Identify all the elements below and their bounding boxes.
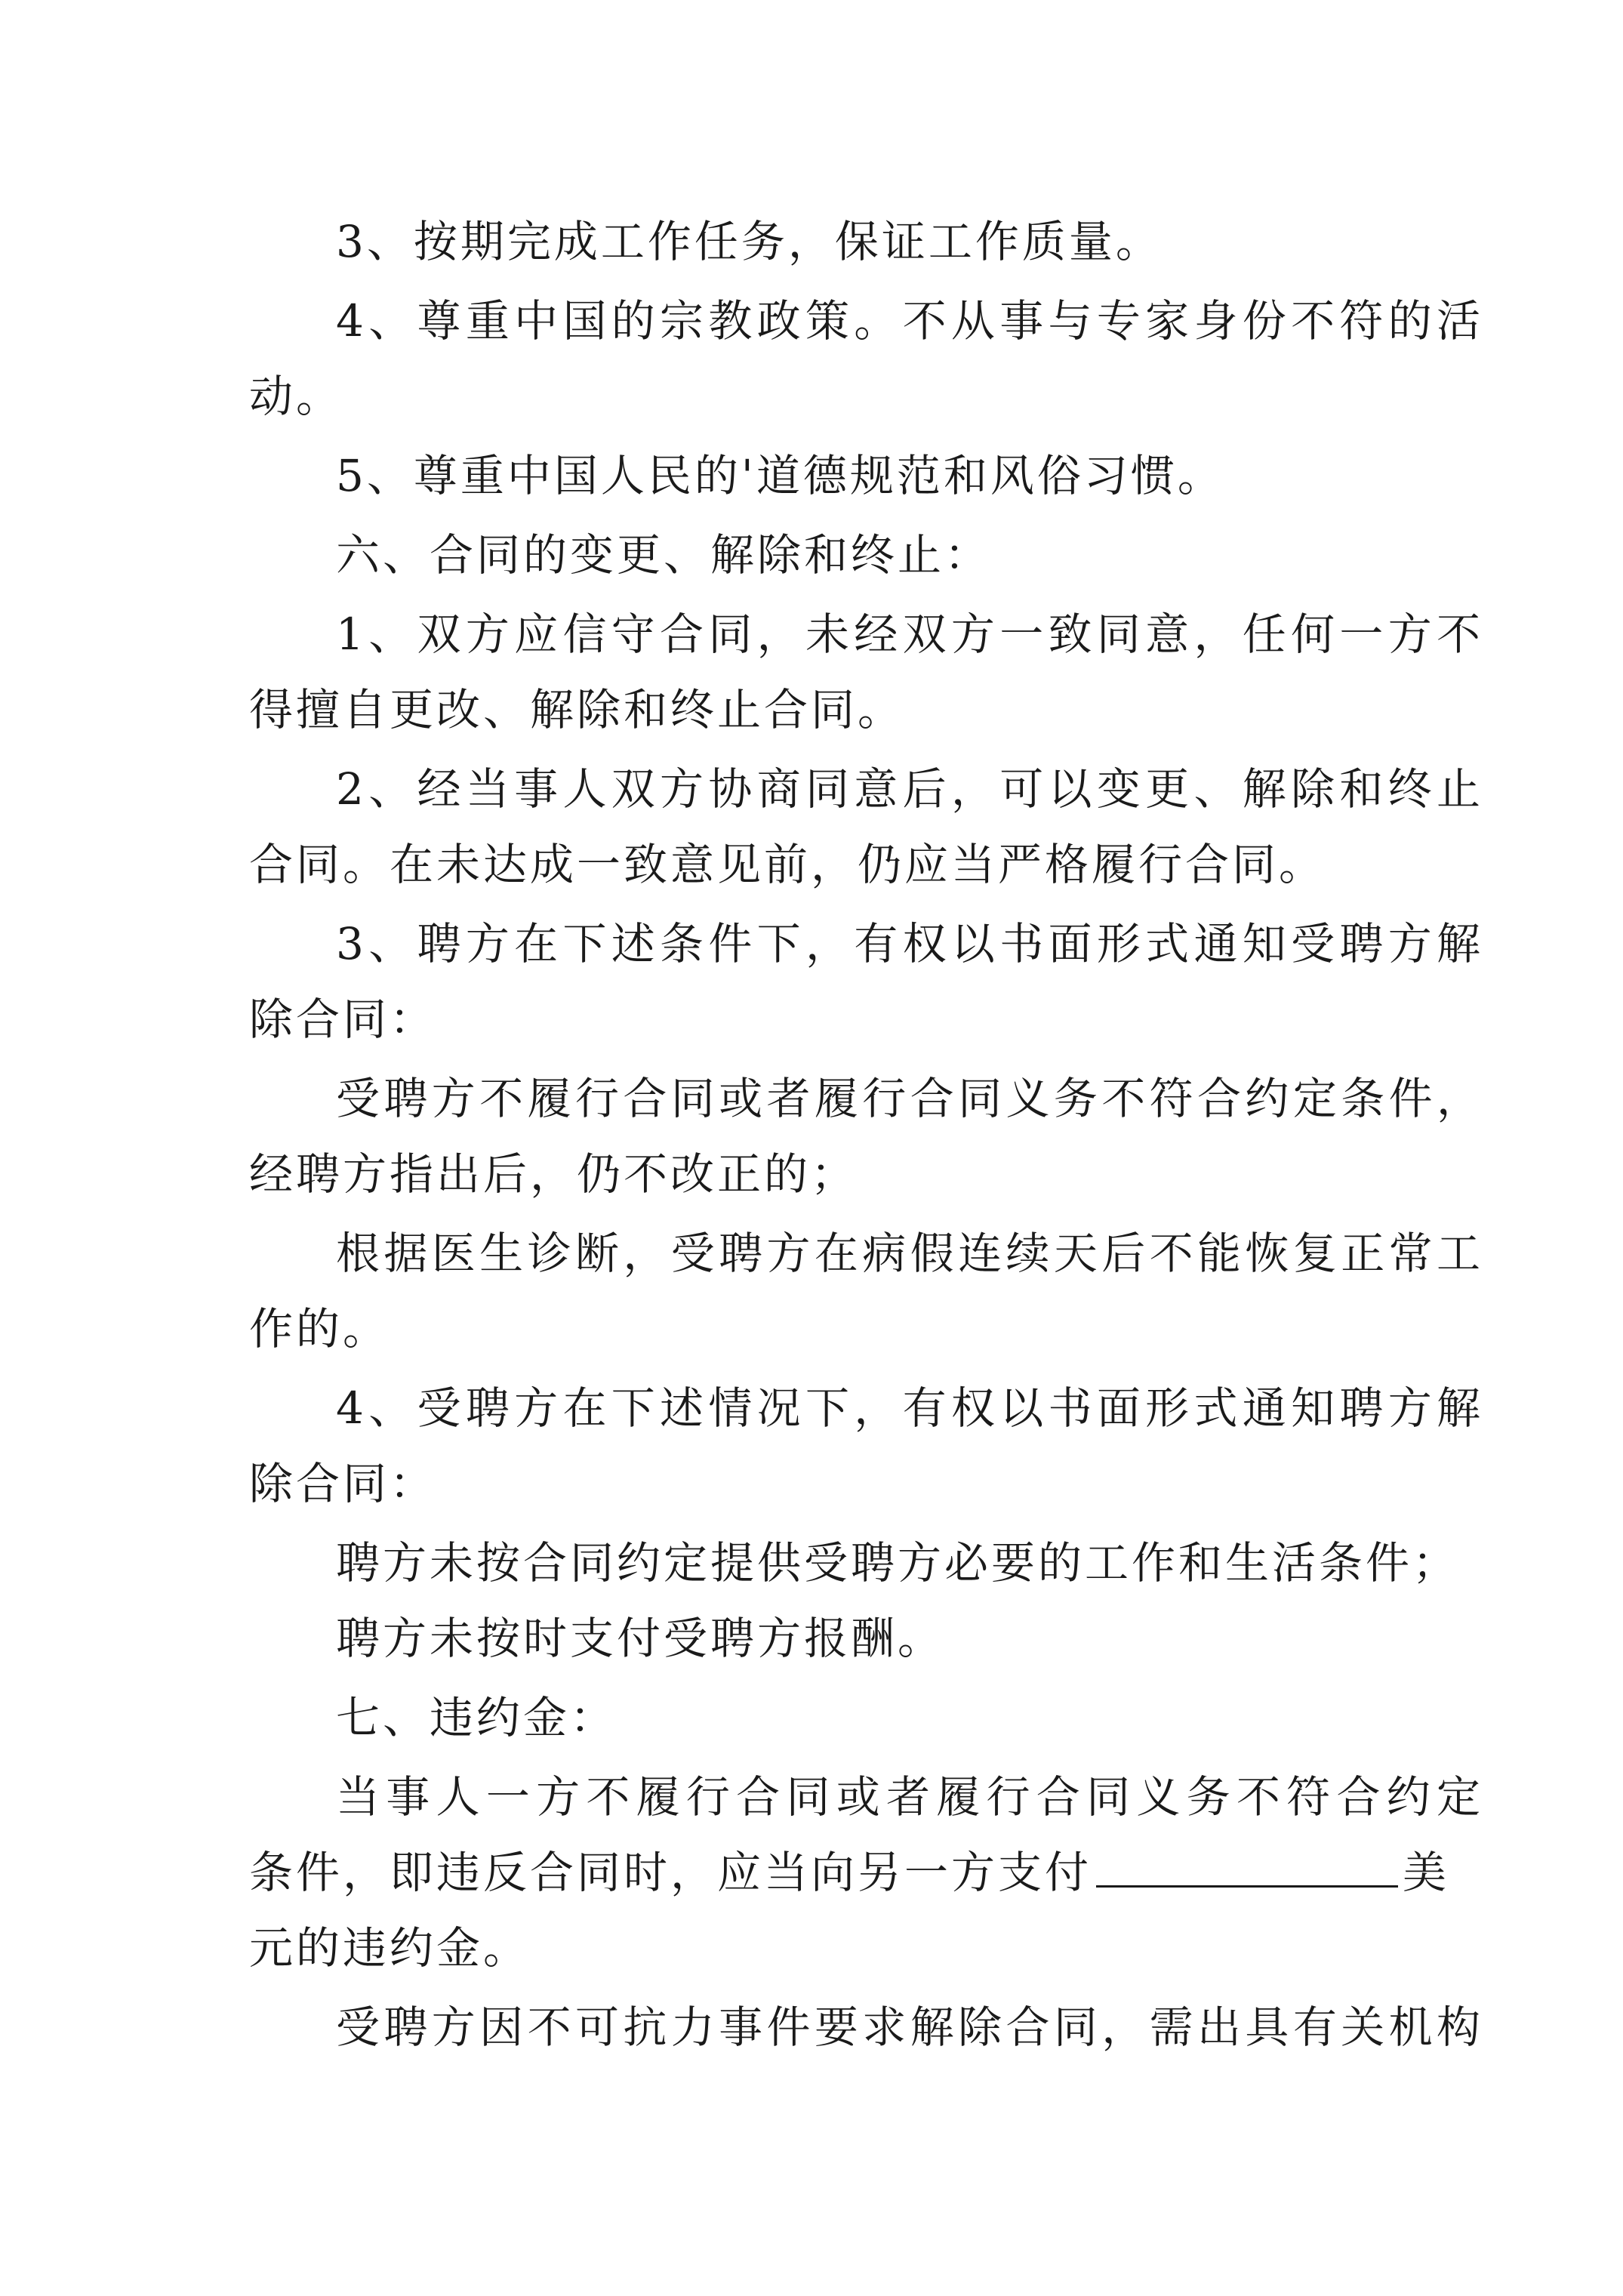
text-line: 根据医生诊断，受聘方在病假连续天后不能恢复正常工 (336, 1228, 1483, 1279)
text-line: 合同。在未达成一致意见前，仍应当严格履行合同。 (249, 839, 1326, 890)
text-line: 4、受聘方在下述情况下，有权以书面形式通知聘方解 (336, 1382, 1483, 1434)
blank-underline (1096, 1846, 1398, 1888)
text-line: 5、尊重中国人民的'道德规范和风俗习惯。 (336, 450, 1224, 501)
text-line: 2、经当事人双方协商同意后，可以变更、解除和终止 (336, 763, 1483, 815)
section-heading: 七、违约金： (336, 1692, 617, 1743)
text-line: 3、按期完成工作任务，保证工作质量。 (336, 216, 1163, 267)
text-line-with-blank (249, 1835, 1450, 1910)
text-line: 受聘方不履行合同或者履行合同义务不符合约定条件， (336, 1073, 1483, 1124)
text-line: 聘方未按合同约定提供受聘方必要的工作和生活条件； (336, 1537, 1460, 1589)
text-segment: 美 (1403, 1847, 1450, 1898)
text-line: 除合同： (249, 994, 437, 1045)
text-line: 受聘方因不可抗力事件要求解除合同，需出具有关机构 (336, 2002, 1483, 2053)
text-line: 除合同： (249, 1458, 437, 1509)
text-line: 4、尊重中国的宗教政策。不从事与专家身份不符的活 (336, 295, 1483, 347)
section-heading: 六、合同的变更、解除和终止： (336, 529, 992, 581)
text-line: 聘方未按时支付受聘方报酬。 (336, 1613, 945, 1664)
text-segment: 条件，即违反合同时，应当向另一方支付 (249, 1847, 1092, 1898)
text-line: 1、双方应信守合同，未经双方一致同意，任何一方不 (336, 609, 1483, 660)
text-line: 元的违约金。 (249, 1922, 531, 1974)
text-line: 经聘方指出后，仍不改正的； (249, 1148, 858, 1200)
text-line: 作的。 (249, 1303, 390, 1354)
text-line: 3、聘方在下述条件下，有权以书面形式通知受聘方解 (336, 918, 1483, 969)
text-line: 动。 (249, 371, 343, 422)
text-line: 当事人一方不履行合同或者履行合同义务不符合约定 (336, 1771, 1483, 1823)
text-line: 得擅自更改、解除和终止合同。 (249, 684, 905, 735)
